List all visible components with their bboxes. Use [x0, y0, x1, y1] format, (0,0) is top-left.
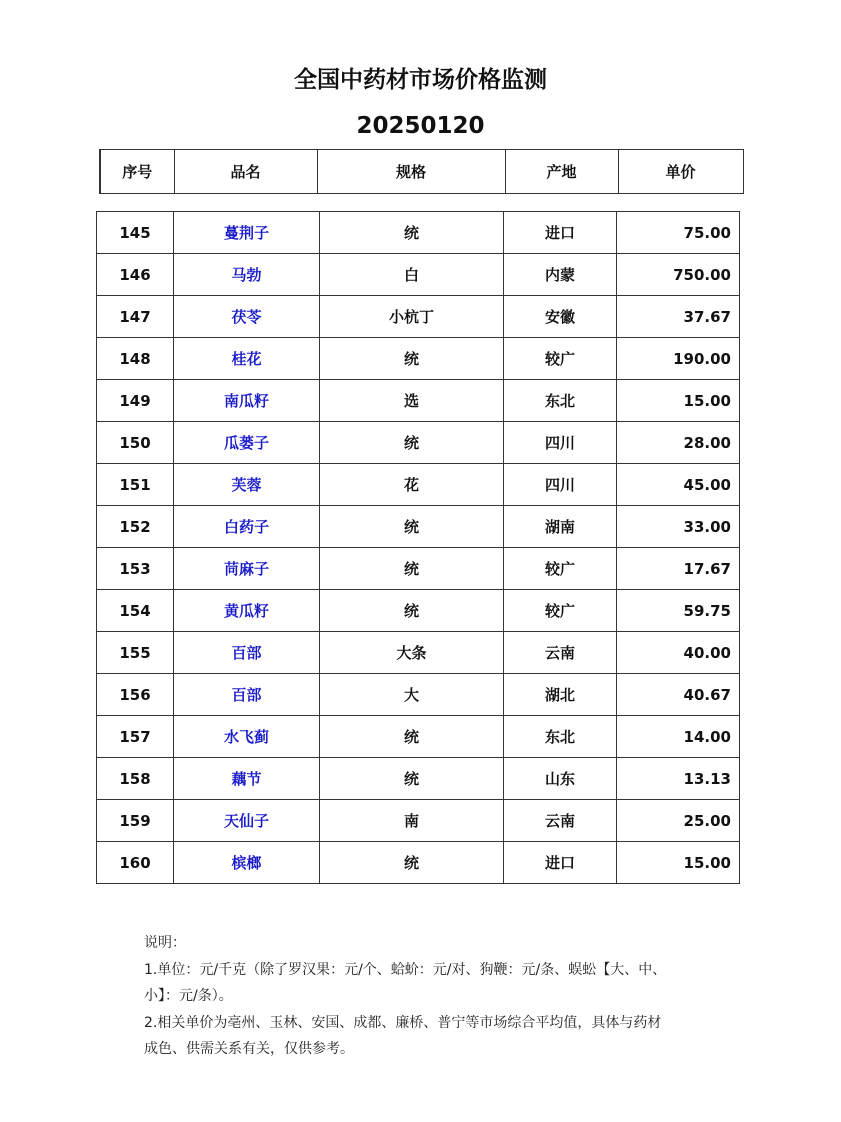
herb-name: 芙蓉 — [174, 464, 320, 506]
row-number: 146 — [97, 254, 174, 296]
herb-price: 28.00 — [617, 422, 740, 464]
herb-origin: 云南 — [504, 632, 617, 674]
herb-origin: 东北 — [504, 380, 617, 422]
herb-name: 水飞蓟 — [174, 716, 320, 758]
row-number: 148 — [97, 338, 174, 380]
table-row — [97, 632, 740, 674]
notes-heading: 说明： — [144, 935, 186, 951]
herb-origin: 东北 — [504, 716, 617, 758]
row-number: 145 — [97, 212, 174, 254]
herb-origin: 安徽 — [504, 296, 617, 338]
table-row — [97, 212, 740, 254]
herb-price: 25.00 — [617, 800, 740, 842]
table-row — [97, 842, 740, 884]
row-number: 157 — [97, 716, 174, 758]
notes-line: 小】：元/条）。 — [144, 988, 233, 1004]
header-no: 序号 — [100, 150, 174, 194]
herb-price: 190.00 — [617, 338, 740, 380]
herb-price: 40.67 — [617, 674, 740, 716]
herb-spec: 统 — [320, 422, 504, 464]
herb-spec: 统 — [320, 716, 504, 758]
herb-price: 45.00 — [617, 464, 740, 506]
table-row — [97, 464, 740, 506]
herb-spec: 统 — [320, 842, 504, 884]
notes-line: 2.相关单价为亳州、玉林、安国、成都、廉桥、普宁等市场综合平均值，具体与药材 — [144, 1014, 662, 1031]
herb-price: 14.00 — [617, 716, 740, 758]
herb-origin: 进口 — [504, 842, 617, 884]
herb-origin: 较广 — [504, 548, 617, 590]
herb-spec: 选 — [320, 380, 504, 422]
herb-spec: 大 — [320, 674, 504, 716]
herb-origin: 湖南 — [504, 506, 617, 548]
table-row — [97, 674, 740, 716]
herb-name: 槟榔 — [174, 842, 320, 884]
row-number: 160 — [97, 842, 174, 884]
header-origin: 产地 — [505, 150, 618, 194]
table-row — [97, 548, 740, 590]
herb-origin: 湖北 — [504, 674, 617, 716]
table-row — [97, 254, 740, 296]
herb-name: 桂花 — [174, 338, 320, 380]
row-number: 155 — [97, 632, 174, 674]
herb-price: 75.00 — [617, 212, 740, 254]
row-number: 156 — [97, 674, 174, 716]
table-row — [97, 380, 740, 422]
herb-spec: 统 — [320, 338, 504, 380]
herb-price: 15.00 — [617, 842, 740, 884]
row-number: 154 — [97, 590, 174, 632]
herb-name: 百部 — [174, 674, 320, 716]
herb-name: 黄瓜籽 — [174, 590, 320, 632]
herb-name: 瓜蒌子 — [174, 422, 320, 464]
herb-name: 马勃 — [174, 254, 320, 296]
notes-line: 1.单位：元/千克（除了罗汉果：元/个、蛤蚧：元/对、狗鞭：元/条、蜈蚣【大、中、 — [144, 961, 667, 978]
herb-name: 白药子 — [174, 506, 320, 548]
row-number: 159 — [97, 800, 174, 842]
herb-spec: 统 — [320, 212, 504, 254]
header-spec: 规格 — [317, 150, 505, 194]
table-row — [97, 800, 740, 842]
table-row — [97, 296, 740, 338]
price-table-header — [99, 149, 744, 194]
table-row — [97, 716, 740, 758]
row-number: 149 — [97, 380, 174, 422]
row-number: 151 — [97, 464, 174, 506]
page-title: 全国中药材市场价格监测 — [294, 67, 547, 93]
herb-origin: 内蒙 — [504, 254, 617, 296]
herb-origin: 较广 — [504, 590, 617, 632]
row-number: 158 — [97, 758, 174, 800]
herb-name: 天仙子 — [174, 800, 320, 842]
herb-spec: 大条 — [320, 632, 504, 674]
herb-spec: 白 — [320, 254, 504, 296]
herb-price: 17.67 — [617, 548, 740, 590]
herb-price: 37.67 — [617, 296, 740, 338]
table-row — [97, 590, 740, 632]
herb-name: 苘麻子 — [174, 548, 320, 590]
herb-origin: 山东 — [504, 758, 617, 800]
row-number: 150 — [97, 422, 174, 464]
herb-spec: 南 — [320, 800, 504, 842]
herb-spec: 小杭丁 — [320, 296, 504, 338]
herb-origin: 四川 — [504, 464, 617, 506]
row-number: 152 — [97, 506, 174, 548]
herb-origin: 四川 — [504, 422, 617, 464]
table-row — [97, 758, 740, 800]
header-price: 单价 — [618, 150, 743, 194]
notes-section — [144, 930, 704, 1063]
price-table — [96, 211, 740, 884]
herb-origin: 云南 — [504, 800, 617, 842]
herb-price: 40.00 — [617, 632, 740, 674]
herb-price: 59.75 — [617, 590, 740, 632]
herb-name: 南瓜籽 — [174, 380, 320, 422]
herb-name: 蔓荆子 — [174, 212, 320, 254]
table-row — [97, 422, 740, 464]
herb-origin: 进口 — [504, 212, 617, 254]
herb-price: 750.00 — [617, 254, 740, 296]
header-row — [100, 150, 743, 194]
table-row — [97, 338, 740, 380]
herb-name: 百部 — [174, 632, 320, 674]
row-number: 153 — [97, 548, 174, 590]
report-date: 20250120 — [356, 113, 485, 139]
herb-price: 13.13 — [617, 758, 740, 800]
herb-spec: 统 — [320, 758, 504, 800]
notes-line: 成色、供需关系有关，仅供参考。 — [144, 1041, 354, 1057]
header-name: 品名 — [174, 150, 317, 194]
herb-spec: 统 — [320, 548, 504, 590]
herb-price: 33.00 — [617, 506, 740, 548]
table-row — [97, 506, 740, 548]
herb-spec: 统 — [320, 590, 504, 632]
row-number: 147 — [97, 296, 174, 338]
herb-origin: 较广 — [504, 338, 617, 380]
herb-spec: 统 — [320, 506, 504, 548]
herb-name: 藕节 — [174, 758, 320, 800]
herb-spec: 花 — [320, 464, 504, 506]
herb-name: 茯苓 — [174, 296, 320, 338]
herb-price: 15.00 — [617, 380, 740, 422]
